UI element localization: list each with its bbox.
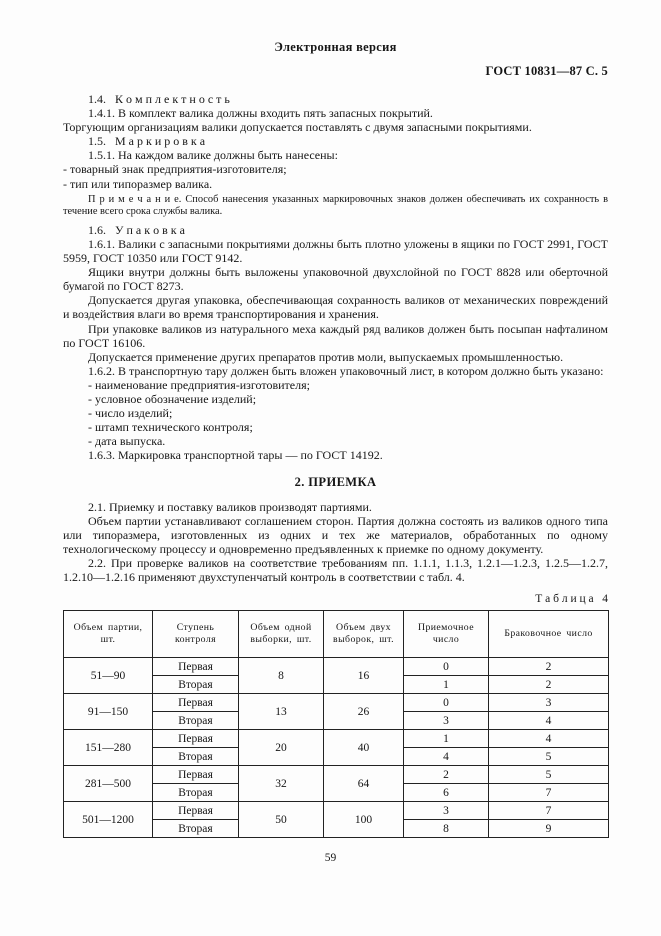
cell-rejection-number: 7 xyxy=(489,802,609,820)
cell-control-stage: Первая xyxy=(153,694,239,712)
column-header-rejection-number: Браковочное число xyxy=(489,611,609,658)
cell-acceptance-number: 6 xyxy=(404,784,489,802)
paragraph: 1.4.1. В комплект валика должны входить пять запасных покрытий. xyxy=(88,106,433,121)
cell-acceptance-number: 0 xyxy=(404,694,489,712)
gost-number-header: ГОСТ 10831—87 С. 5 xyxy=(485,64,608,78)
paragraph: 1.6.3. Маркировка транспортной тары — по ГОСТ 14192. xyxy=(88,448,383,463)
cell-rejection-number: 2 xyxy=(489,658,609,676)
table-row xyxy=(64,658,609,676)
list-item: - дата выпуска. xyxy=(88,434,166,449)
section-heading-marking: 1.5. М а р к и р о в к а xyxy=(88,134,206,149)
cell-acceptance-number: 3 xyxy=(404,802,489,820)
list-item: - товарный знак предприятия-изготовителя; xyxy=(63,162,287,177)
cell-single-sample: 20 xyxy=(239,730,324,766)
section-2 xyxy=(63,475,608,584)
paragraph: 1.6.2. В транспортную тару должен быть вложен упаковочный лист, в котором должно быть указано: xyxy=(88,363,604,378)
cell-rejection-number: 4 xyxy=(489,712,609,730)
cell-control-stage: Вторая xyxy=(153,712,239,730)
paragraph: 2.1. Приемку и поставку валиков производят партиями. xyxy=(88,499,372,514)
column-header-single-sample: Объем одной выборки, шт. xyxy=(239,611,324,658)
section-1 xyxy=(63,92,608,462)
cell-control-stage: Вторая xyxy=(153,784,239,802)
cell-acceptance-number: 3 xyxy=(404,712,489,730)
cell-acceptance-number: 1 xyxy=(404,676,489,694)
paragraph: 2.2. При проверке валиков на соответствие требованиям пп. 1.1.1, 1.1.3, 1.2.1—1.2.3, 1.2.5—1.2.7, 1.2.10—1.2.16 применяют двухступенчатый контроль в соответствии с табл. 4. xyxy=(63,555,608,584)
paragraph: 1.5.1. На каждом валике должны быть нанесены: xyxy=(88,148,338,163)
cell-rejection-number: 3 xyxy=(489,694,609,712)
section-heading-packaging: 1.6. У п а к о в к а xyxy=(88,222,185,237)
paragraph: При упаковке валиков из натурального меха каждый ряд валиков должен быть посыпан нафталином по ГОСТ 16106. xyxy=(63,321,608,350)
cell-control-stage: Вторая xyxy=(153,676,239,694)
paragraph: Допускается другая упаковка, обеспечивающая сохранность валиков от механических повреждений и воздействия влаги во время транспортирования и хранения. xyxy=(63,293,608,322)
page-content xyxy=(63,40,608,838)
acceptance-table xyxy=(63,610,609,838)
cell-batch-range: 281—500 xyxy=(64,766,153,802)
cell-batch-range: 51—90 xyxy=(64,658,153,694)
cell-rejection-number: 7 xyxy=(489,784,609,802)
cell-acceptance-number: 1 xyxy=(404,730,489,748)
paragraph: Допускается применение других препаратов против моли, выпускаемых промышленностью. xyxy=(88,349,564,364)
cell-control-stage: Первая xyxy=(153,802,239,820)
section-title-acceptance: 2. ПРИЕМКА xyxy=(294,475,377,490)
note-paragraph: П р и м е ч а н и е. Способ нанесения указанных маркировочных знаков должен обеспечивать их сохранность в течение всего срока службы валика. xyxy=(63,193,608,218)
cell-acceptance-number: 2 xyxy=(404,766,489,784)
table-caption: Т а б л и ц а 4 xyxy=(535,593,608,606)
cell-control-stage: Первая xyxy=(153,658,239,676)
paragraph: Торгующим организациям валики допускается поставлять с двумя запасными покрытиями. xyxy=(63,120,532,135)
cell-double-sample: 64 xyxy=(324,766,404,802)
cell-rejection-number: 5 xyxy=(489,766,609,784)
cell-rejection-number: 5 xyxy=(489,748,609,766)
cell-acceptance-number: 0 xyxy=(404,658,489,676)
table-row xyxy=(64,766,609,784)
page-number: 59 xyxy=(324,852,337,864)
column-header-control-stage: Ступень контроля xyxy=(153,611,239,658)
cell-double-sample: 40 xyxy=(324,730,404,766)
paragraph: Ящики внутри должны быть выложены упаковочной двухслойной по ГОСТ 8828 или оберточной бумагой по ГОСТ 8273. xyxy=(63,265,608,294)
electronic-version-label: Электронная версия xyxy=(274,40,397,54)
cell-batch-range: 501—1200 xyxy=(64,802,153,838)
column-header-double-sample: Объем двух выборок, шт. xyxy=(324,611,404,658)
cell-acceptance-number: 8 xyxy=(404,820,489,838)
table-row xyxy=(64,802,609,820)
cell-batch-range: 151—280 xyxy=(64,730,153,766)
cell-single-sample: 50 xyxy=(239,802,324,838)
list-item: - число изделий; xyxy=(88,406,173,421)
section-heading-completeness: 1.4. К о м п л е к т н о с т ь xyxy=(88,92,230,106)
cell-single-sample: 8 xyxy=(239,658,324,694)
table-row xyxy=(64,730,609,748)
column-header-batch-volume: Объем партии, шт. xyxy=(64,611,153,658)
paragraph: 1.6.1. Валики с запасными покрытиями должны быть плотно уложены в ящики по ГОСТ 2991, ГОСТ 5959, ГОСТ 10350 или ГОСТ 9142. xyxy=(63,236,608,266)
cell-acceptance-number: 4 xyxy=(404,748,489,766)
cell-double-sample: 26 xyxy=(324,694,404,730)
paragraph: Объем партии устанавливают соглашением сторон. Партия должна состоять из валиков одного типа или типоразмера, изготовленных из одних и тех же материалов, обработанных по одному технологическому процессу и одновременно предъявленных к приемке по одному документу. xyxy=(63,513,608,556)
cell-rejection-number: 2 xyxy=(489,676,609,694)
list-item: - условное обозначение изделий; xyxy=(88,391,257,406)
table-header-row xyxy=(64,611,609,658)
cell-control-stage: Первая xyxy=(153,730,239,748)
cell-single-sample: 13 xyxy=(239,694,324,730)
cell-double-sample: 16 xyxy=(324,658,404,694)
list-item: - наименование предприятия-изготовителя; xyxy=(88,377,310,392)
table-row xyxy=(64,694,609,712)
cell-rejection-number: 4 xyxy=(489,730,609,748)
list-item: - тип или типоразмер валика. xyxy=(63,176,213,191)
cell-batch-range: 91—150 xyxy=(64,694,153,730)
cell-single-sample: 32 xyxy=(239,766,324,802)
cell-control-stage: Вторая xyxy=(153,748,239,766)
list-item: - штамп технического контроля; xyxy=(88,420,253,435)
column-header-acceptance-number: Приемочное число xyxy=(404,611,489,658)
cell-control-stage: Вторая xyxy=(153,820,239,838)
cell-rejection-number: 9 xyxy=(489,820,609,838)
cell-control-stage: Первая xyxy=(153,766,239,784)
cell-double-sample: 100 xyxy=(324,802,404,838)
